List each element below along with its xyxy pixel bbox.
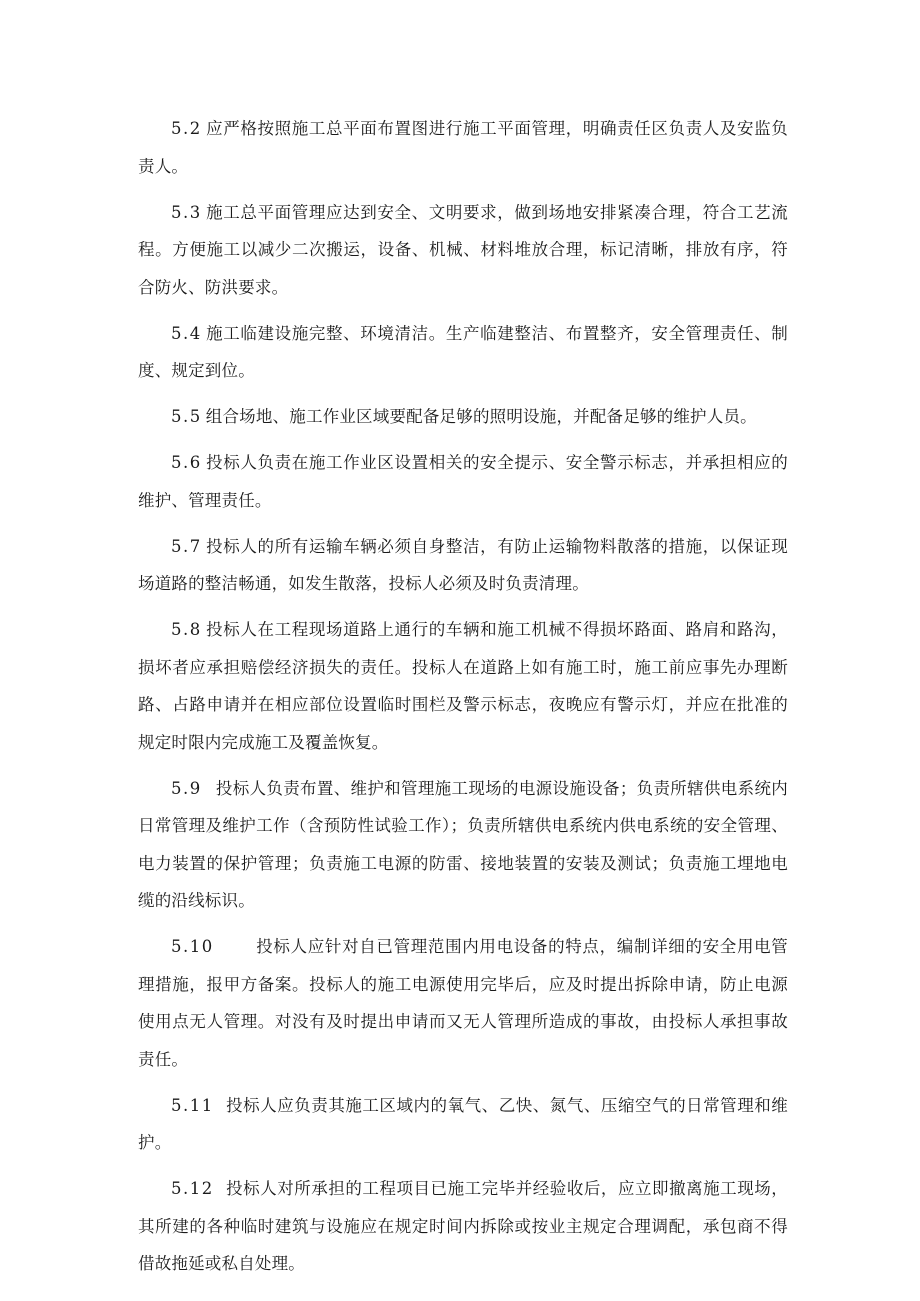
clause-number: 5.7: [171, 536, 202, 556]
paragraph-5-8: [138, 611, 788, 761]
paragraph-5-6: [138, 444, 788, 519]
clause-text: 应严格按照施工总平面布置图进行施工平面管理，明确责任区负责人及安监负责人。: [138, 119, 788, 176]
clause-text: 投标人负责布置、维护和管理施工现场的电源设施设备；负责所辖供电系统内日常管理及维护工作（含预防性试验工作）；负责所辖供电系统内供电系统的安全管理、电力装置的保护管理；负责施工电源的防雷、接地装置的安装及测试；负责施工埋地电缆的沿线标识。: [138, 778, 788, 910]
paragraph-5-7: [138, 528, 788, 603]
clause-number: 5.12: [171, 1179, 214, 1198]
clause-text: 投标人的所有运输车辆必须自身整洁，有防止运输物料散落的措施，以保证现场道路的整洁畅通，如发生散落，投标人必须及时负责清理。: [138, 536, 788, 593]
paragraph-5-12: [138, 1170, 788, 1283]
clause-number: 5.5: [171, 407, 202, 426]
clause-text: 投标人负责在施工作业区设置相关的安全提示、安全警示标志，并承担相应的维护、管理责任。: [138, 453, 788, 510]
paragraph-5-10: [138, 928, 788, 1078]
paragraph-5-4: [138, 315, 788, 390]
clause-number: 5.9: [171, 778, 202, 798]
clause-text: 施工临建设施完整、环境清洁。生产临建整洁、布置整齐，安全管理责任、制度、规定到位。: [138, 323, 788, 380]
clause-text: 投标人应针对自已管理范围内用电设备的特点，编制详细的安全用电管理措施，报甲方备案。投标人的施工电源使用完毕后，应及时提出拆除申请，防止电源使用点无人管理。对没有及时提出申请而又无人管理所造成的事故，由投标人承担事故责任。: [138, 937, 788, 1069]
clause-number: 5.11: [171, 1095, 214, 1115]
paragraph-5-2: [138, 110, 788, 185]
clause-number: 5.2: [171, 119, 202, 138]
paragraph-5-5: [138, 398, 788, 436]
clause-number: 5.6: [171, 453, 202, 472]
clause-text: 组合场地、施工作业区域要配备足够的照明设施，并配备足够的维护人员。: [205, 407, 757, 426]
paragraph-5-3: [138, 194, 788, 307]
clause-text: 施工总平面管理应达到安全、文明要求，做到场地安排紧凑合理，符合工艺流程。方便施工以减少二次搬运，设备、机械、材料堆放合理，标记清晰，排放有序，符合防火、防洪要求。: [138, 202, 788, 297]
clause-text: 投标人在工程现场道路上通行的车辆和施工机械不得损坏路面、路肩和路沟，损坏者应承担赔偿经济损失的责任。投标人在道路上如有施工时，施工前应事先办理断路、占路申请并在相应部位设置临时围栏及警示标志，夜晚应有警示灯，并应在批准的规定时限内完成施工及覆盖恢复。: [138, 620, 788, 752]
document-body: [138, 110, 788, 1291]
clause-text: 投标人对所承担的工程项目已施工完毕并经验收后，应立即撤离施工现场，其所建的各种临时建筑与设施应在规定时间内拆除或按业主规定合理调配，承包商不得借故拖延或私自处理。: [138, 1179, 788, 1273]
clause-number: 5.3: [171, 202, 202, 222]
paragraph-5-11: [138, 1087, 788, 1162]
clause-number: 5.10: [171, 937, 214, 956]
clause-number: 5.8: [171, 620, 202, 639]
paragraph-5-9: [138, 770, 788, 920]
clause-text: 投标人应负责其施工区域内的氧气、乙快、氮气、压缩空气的日常管理和维护。: [138, 1095, 788, 1152]
clause-number: 5.4: [171, 323, 202, 343]
